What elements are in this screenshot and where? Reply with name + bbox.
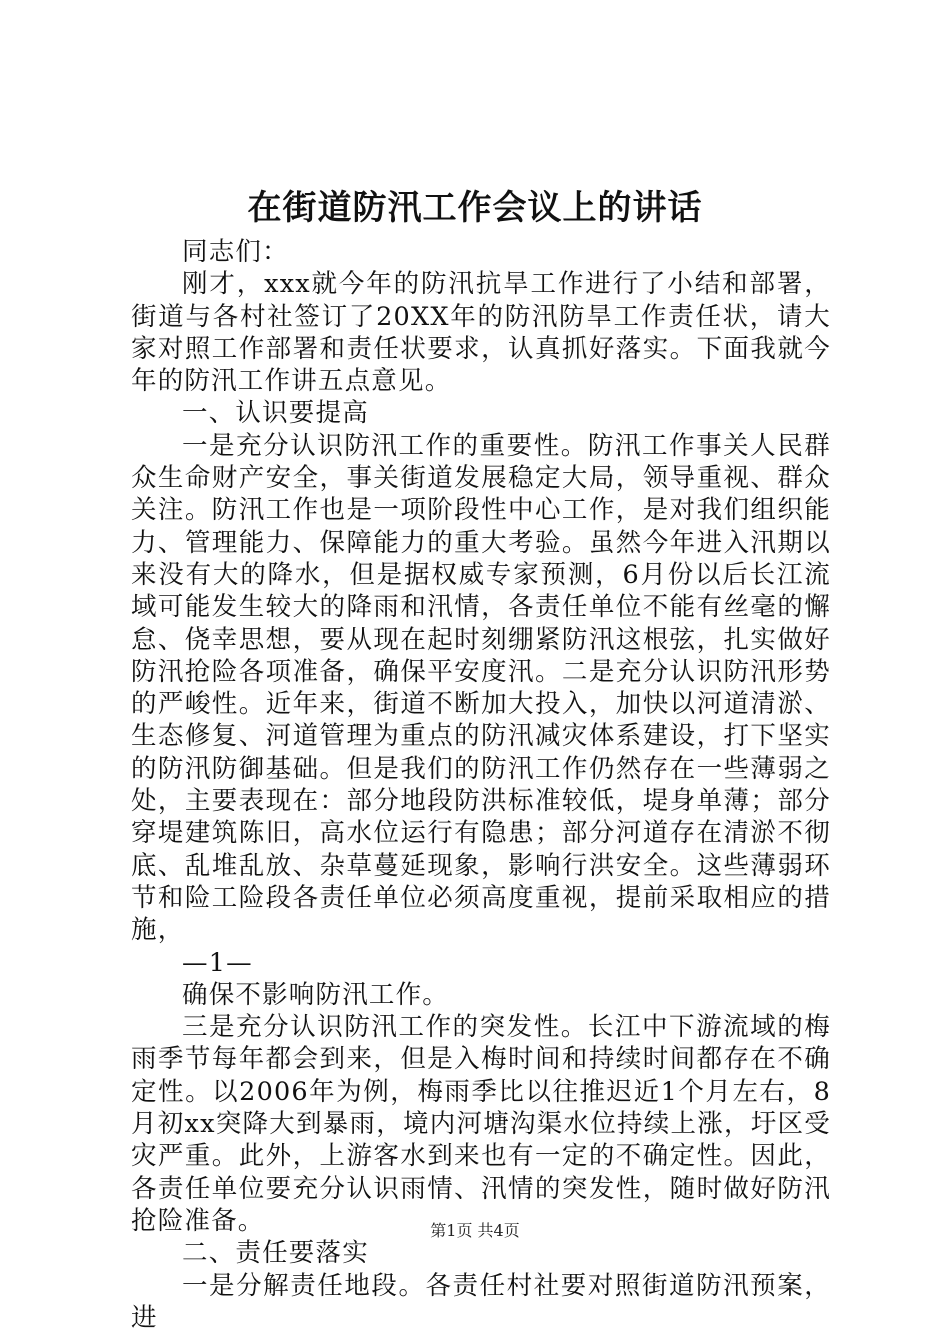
paragraph-continuation: 确保不影响防汛工作。 [182,979,450,1010]
paragraph-responsibility: 一是分解责任地段。各责任村社要对照街道防汛预案，进 [131,1270,831,1333]
document-title: 在街道防汛工作会议上的讲话 [247,188,703,228]
section-heading-2: 二、责任要落实 [182,1238,369,1269]
paragraph-intro: 刚才，xxx就今年的防汛抗旱工作进行了小结和部署，街道与各村社签订了20XX年的防汛防旱工作责任状，请大家对照工作部署和责任状要求，认真抓好落实。下面我就今年的防汛工作讲五点意见。 [131,269,831,397]
page-footer: 第1页 共4页 [430,1221,520,1240]
section-heading-1: 一、认识要提高 [182,398,369,429]
paragraph-importance: 一是充分认识防汛工作的重要性。防汛工作事关人民群众生命财产安全，事关街道发展稳定大局，领导重视、群众关注。防汛工作也是一项阶段性中心工作，是对我们组织能力、管理能力、保障能力的重大考验。虽然今年进入汛期以来没有大的降水，但是据权威专家预测，6月份以后长江流域可能发生较大的降雨和汛情，各责任单位不能有丝毫的懈怠、侥幸思想，要从现在起时刻绷紧防汛这根弦，扎实做好防汛抢险各项准备，确保平安度汛。二是充分认识防汛形势的严峻性。近年来，街道不断加大投入，加快以河道清淤、生态修复、河道管理为重点的防汛减灾体系建设，打下坚实的防汛防御基础。但是我们的防汛工作仍然存在一些薄弱之处，主要表现在：部分地段防洪标准较低，堤身单薄；部分穿堤建筑陈旧，高水位运行有隐患；部分河道存在清淤不彻底、乱堆乱放、杂草蔓延现象，影响行洪安全。这些薄弱环节和险工险段各责任单位必须高度重视，提前采取相应的措施， [131,430,831,946]
inline-page-number: —1— [182,947,253,978]
paragraph-suddenness: 三是充分认识防汛工作的突发性。长江中下游流域的梅雨季节每年都会到来，但是入梅时间和持续时间都存在不确定性。以2006年为例，梅雨季比以往推迟近1个月左右，8月初xx突降大到暴雨，境内河塘沟渠水位持续上涨，圩区受灾严重。此外，上游客水到来也有一定的不确定性。因此，各责任单位要充分认识雨情、汛情的突发性，随时做好防汛抢险准备。 [131,1012,831,1236]
document-body [131,236,831,1334]
salutation: 同志们： [182,237,289,267]
